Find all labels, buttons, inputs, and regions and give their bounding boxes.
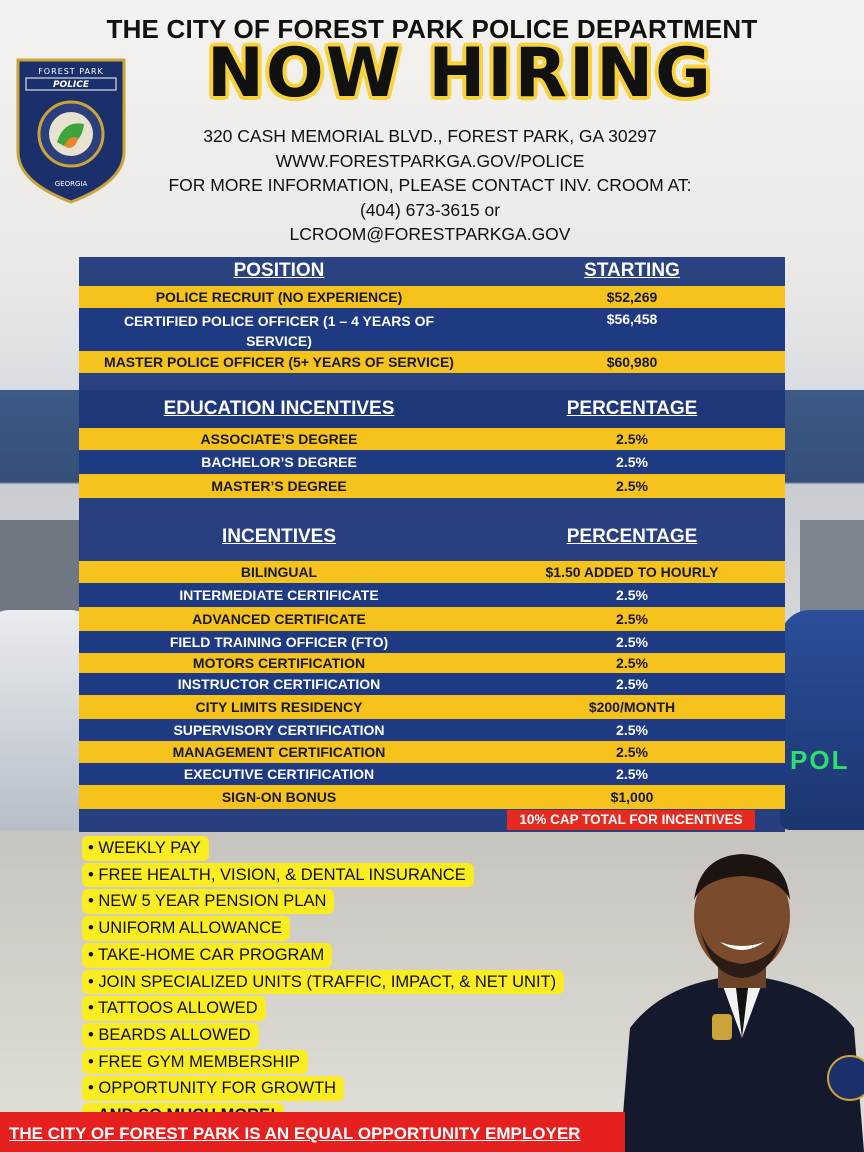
table-row: ASSOCIATE’S DEGREE 2.5%	[79, 428, 785, 450]
incentive-cap-note: 10% CAP TOTAL FOR INCENTIVES	[507, 810, 755, 830]
email-link[interactable]: LCROOM@FORESTPARKGA.GOV	[289, 224, 571, 244]
salary-incentives-table	[79, 257, 785, 832]
background-police-car-right	[780, 610, 864, 830]
position-column-header: POSITION	[233, 260, 325, 281]
police-badge-logo	[12, 52, 130, 204]
contact-info	[140, 124, 720, 247]
police-chief-portrait	[620, 838, 864, 1152]
starting-column-header: STARTING	[584, 260, 680, 281]
table-row: POLICE RECRUIT (NO EXPERIENCE) $52,269	[79, 286, 785, 308]
table-row: MANAGEMENT CERTIFICATION 2.5%	[79, 741, 785, 763]
list-item: • FREE GYM MEMBERSHIP	[82, 1050, 564, 1075]
positions-header-row	[79, 260, 785, 282]
education-header-row	[79, 398, 785, 420]
badge-bottom-text: GEORGIA	[54, 180, 88, 188]
badge-banner-text: POLICE	[52, 80, 90, 90]
table-row: MOTORS CERTIFICATION 2.5%	[79, 653, 785, 673]
background-garage-left	[0, 520, 80, 620]
phone-number[interactable]: (404) 673-3615 or	[359, 199, 501, 220]
table-row: MASTER’S DEGREE 2.5%	[79, 474, 785, 498]
list-item: • JOIN SPECIALIZED UNITS (TRAFFIC, IMPACT, & NET UNIT)	[82, 970, 564, 995]
website-link[interactable]: WWW.FORESTPARKGA.GOV/POLICE	[275, 150, 585, 171]
incentives-header-row	[79, 526, 785, 548]
table-row: INSTRUCTOR CERTIFICATION 2.5%	[79, 673, 785, 695]
table-row: FIELD TRAINING OFFICER (FTO) 2.5%	[79, 631, 785, 653]
table-row: MASTER POLICE OFFICER (5+ YEARS OF SERVICE) $60,980	[79, 351, 785, 373]
table-row: CITY LIMITS RESIDENCY $200/MONTH	[79, 695, 785, 719]
list-item: • UNIFORM ALLOWANCE	[82, 916, 564, 941]
table-row: ADVANCED CERTIFICATE 2.5%	[79, 607, 785, 631]
table-row: CERTIFIED POLICE OFFICER (1 – 4 YEARS OF SERVICE) $56,458	[79, 308, 785, 354]
list-item: • WEEKLY PAY	[82, 836, 564, 861]
table-row: INTERMEDIATE CERTIFICATE 2.5%	[79, 583, 785, 607]
now-hiring-headline: NOW HIRING	[207, 34, 713, 113]
table-row: EXECUTIVE CERTIFICATION 2.5%	[79, 763, 785, 785]
percentage-column-header: PERCENTAGE	[566, 526, 698, 547]
list-item: • TATTOOS ALLOWED	[82, 996, 564, 1021]
list-item: • TAKE-HOME CAR PROGRAM	[82, 943, 564, 968]
table-row: SIGN-ON BONUS $1,000	[79, 785, 785, 809]
background-garage-right	[800, 520, 864, 620]
car-decal-text: POL	[790, 745, 850, 775]
contact-instructions: FOR MORE INFORMATION, PLEASE CONTACT INV. CROOM AT:	[168, 175, 692, 195]
table-row: BACHELOR’S DEGREE 2.5%	[79, 450, 785, 474]
table-row: BILINGUAL $1.50 ADDED TO HOURLY	[79, 561, 785, 583]
department-title: THE CITY OF FOREST PARK POLICE DEPARTMENT	[106, 14, 758, 44]
equal-opportunity-statement: THE CITY OF FOREST PARK IS AN EQUAL OPPORTUNITY EMPLOYER	[9, 1124, 581, 1143]
table-row: SUPERVISORY CERTIFICATION 2.5%	[79, 719, 785, 741]
list-item: • OPPORTUNITY FOR GROWTH	[82, 1076, 564, 1101]
badge-top-text: FOREST PARK	[38, 67, 104, 76]
list-item: • NEW 5 YEAR PENSION PLAN	[82, 889, 564, 914]
incentives-column-header: INCENTIVES	[221, 526, 337, 547]
list-item: • BEARDS ALLOWED	[82, 1023, 564, 1048]
address-text: 320 CASH MEMORIAL BLVD., FOREST PARK, GA 30297	[203, 126, 657, 146]
benefits-list	[82, 836, 564, 1130]
list-item: • FREE HEALTH, VISION, & DENTAL INSURANCE	[82, 863, 564, 888]
education-column-header: EDUCATION INCENTIVES	[163, 398, 395, 419]
percentage-column-header: PERCENTAGE	[566, 398, 698, 419]
